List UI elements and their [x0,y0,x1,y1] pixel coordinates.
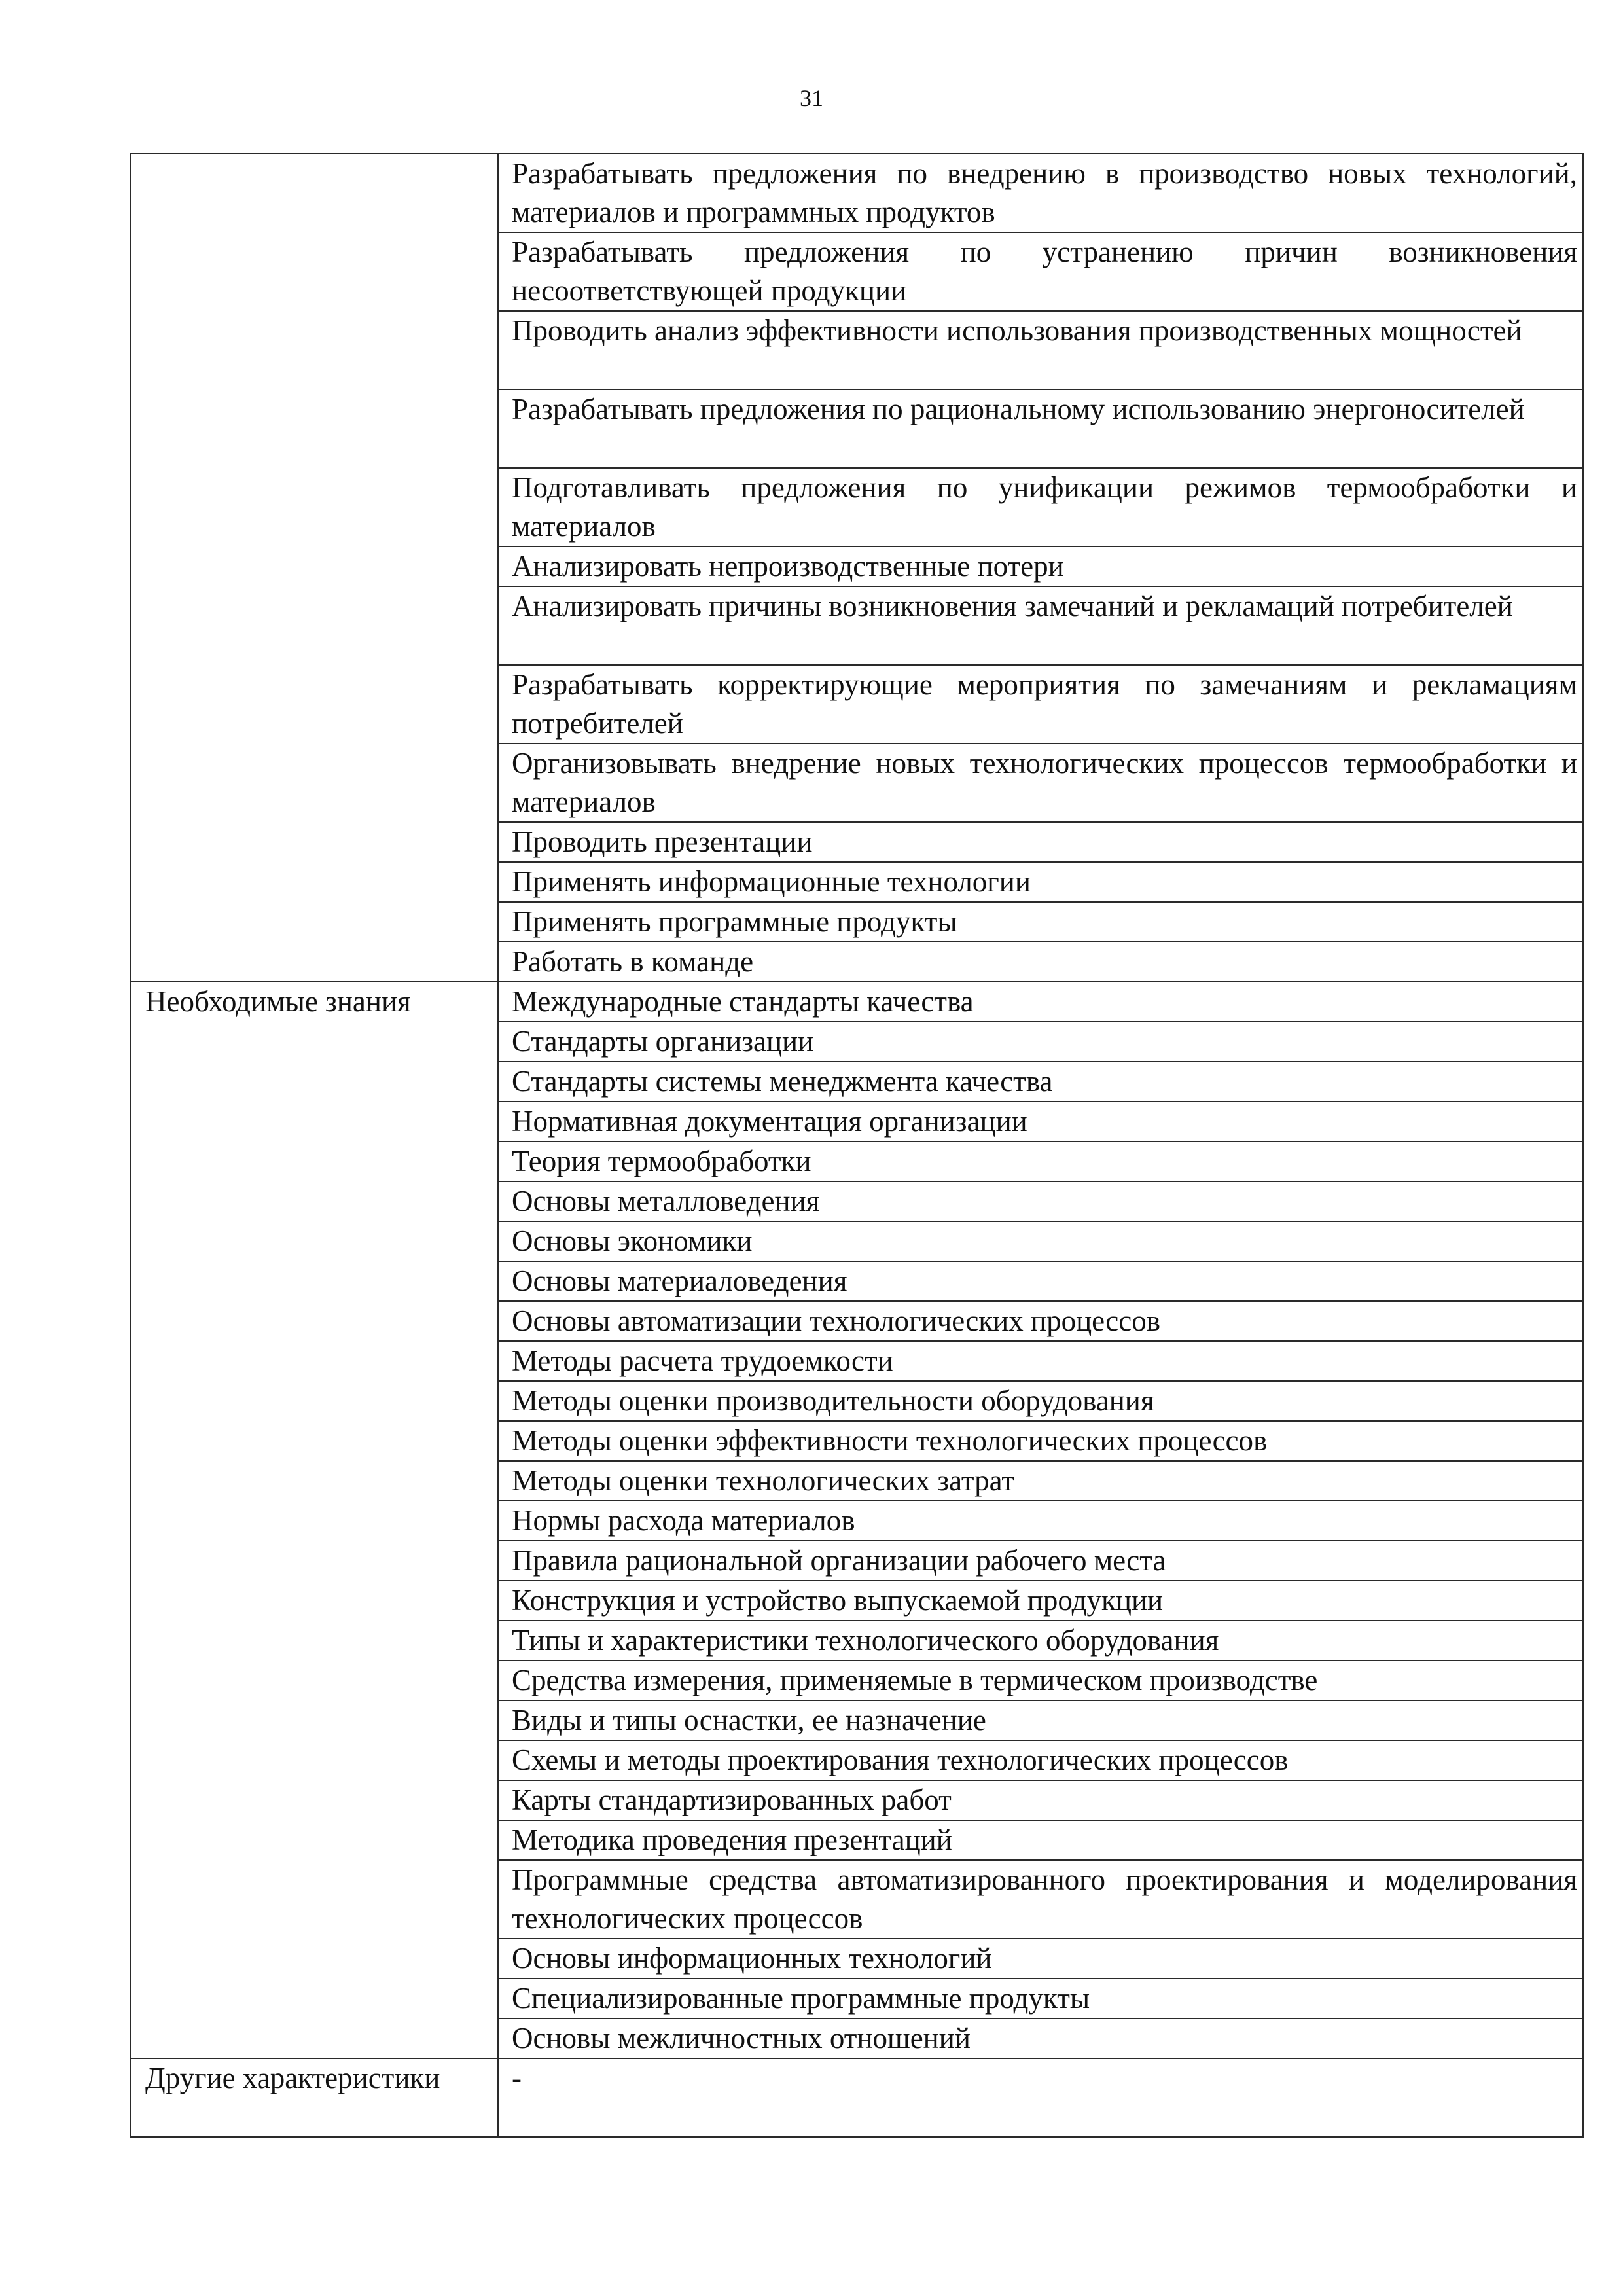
other-label: Другие характеристики [130,2058,498,2137]
knowledge-item: Стандарты организации [498,1022,1583,1062]
knowledge-item: Теория термообработки [498,1141,1583,1181]
knowledge-item: Стандарты системы менеджмента качества [498,1062,1583,1102]
knowledge-item: Виды и типы оснастки, ее назначение [498,1700,1583,1740]
page-number: 31 [800,85,823,111]
knowledge-item: Методы расчета трудоемкости [498,1341,1583,1381]
skill-item: Анализировать непроизводственные потери [498,547,1583,586]
knowledge-item: Основы металловедения [498,1181,1583,1221]
other-value: - [498,2058,1583,2137]
skill-item: Применять программные продукты [498,902,1583,942]
knowledge-item: Основы экономики [498,1221,1583,1261]
knowledge-label: Необходимые знания [130,982,498,2058]
skill-item: Разрабатывать предложения по внедрению в производство новых технологий, материалов и программных продуктов [498,154,1583,232]
knowledge-item: Основы автоматизации технологических процессов [498,1301,1583,1341]
knowledge-item: Правила рациональной организации рабочего места [498,1541,1583,1581]
skill-item: Работать в команде [498,942,1583,982]
knowledge-item: Специализированные программные продукты [498,1979,1583,2018]
knowledge-item: Карты стандартизированных работ [498,1780,1583,1820]
skill-item: Применять информационные технологии [498,862,1583,902]
skills-label-cell [130,154,498,982]
knowledge-item: Типы и характеристики технологического оборудования [498,1621,1583,1660]
knowledge-item: Методы оценки технологических затрат [498,1461,1583,1501]
knowledge-item: Основы материаловедения [498,1261,1583,1301]
skill-row [130,154,1583,232]
skill-item: Разрабатывать предложения по рациональному использованию энергоносителей [498,389,1583,468]
skill-item: Проводить презентации [498,822,1583,862]
knowledge-item: Методы оценки эффективности технологических процессов [498,1421,1583,1461]
skill-item: Организовывать внедрение новых технологических процессов термообработки и материалов [498,744,1583,822]
knowledge-item: Программные средства автоматизированного проектирования и моделирования технологических процессов [498,1860,1583,1939]
knowledge-item: Нормативная документация организации [498,1102,1583,1141]
knowledge-item: Основы информационных технологий [498,1939,1583,1979]
skill-item: Анализировать причины возникновения замечаний и рекламаций потребителей [498,586,1583,665]
knowledge-item: Нормы расхода материалов [498,1501,1583,1541]
knowledge-item: Схемы и методы проектирования технологических процессов [498,1740,1583,1780]
knowledge-item: Средства измерения, применяемые в термическом производстве [498,1660,1583,1700]
knowledge-row [130,982,1583,1022]
other-row [130,2058,1583,2137]
skill-item: Проводить анализ эффективности использования производственных мощностей [498,311,1583,389]
skill-item: Разрабатывать корректирующие мероприятия по замечаниям и рекламациям потребителей [498,665,1583,744]
knowledge-item: Основы межличностных отношений [498,2018,1583,2058]
competency-table [130,153,1584,2138]
skill-item: Подготавливать предложения по унификации режимов термообработки и материалов [498,468,1583,547]
skill-item: Разрабатывать предложения по устранению причин возникновения несоответствующей продукции [498,232,1583,311]
knowledge-item: Международные стандарты качества [498,982,1583,1022]
knowledge-item: Методы оценки производительности оборудования [498,1381,1583,1421]
knowledge-item: Методика проведения презентаций [498,1820,1583,1860]
knowledge-item: Конструкция и устройство выпускаемой продукции [498,1581,1583,1621]
